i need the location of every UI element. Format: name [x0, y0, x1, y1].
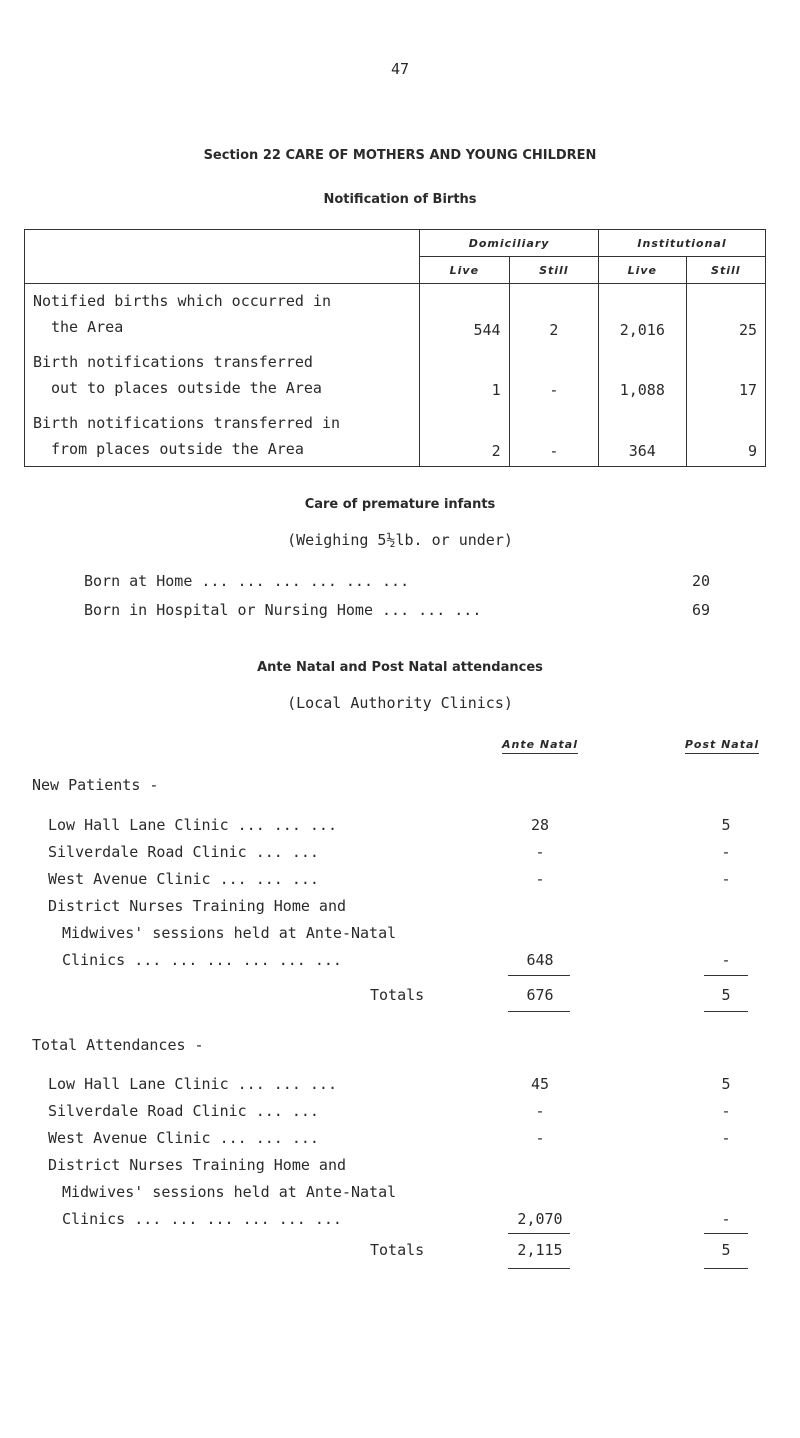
row-description: Birth notifications transferred out to places outside the Area [25, 345, 420, 406]
premature-row-label: Born in Hospital or Nursing Home ... ... ... [84, 601, 482, 619]
clinic-label: West Avenue Clinic ... ... ... [48, 1129, 319, 1147]
clinic-label: Clinics ... ... ... ... ... ... [62, 951, 342, 969]
col-header-ante-natal: Ante Natal [480, 738, 600, 751]
subtotal-rule [508, 1233, 570, 1234]
group-header-domiciliary: Domiciliary [420, 230, 599, 257]
premature-row-value: 69 [691, 601, 710, 619]
clinic-label: Low Hall Lane Clinic ... ... ... [48, 1075, 337, 1093]
table-corner-cell [25, 230, 420, 284]
subtotal-rule [508, 975, 570, 976]
ante-total: 676 [526, 986, 554, 1004]
premature-row-label: Born at Home ... ... ... ... ... ... [84, 572, 410, 590]
row-description: Notified births which occurred in the Area [25, 284, 420, 345]
total-rule [704, 1268, 748, 1269]
col-header-post-natal: Post Natal [662, 738, 782, 751]
total-attendances-heading: Total Attendances - [32, 1036, 204, 1054]
table-row [25, 405, 766, 466]
total-rule [704, 1011, 748, 1012]
ante-value: - [535, 843, 545, 861]
ante-value: - [535, 1102, 545, 1120]
page-number: 47 [390, 60, 410, 78]
post-value: 5 [721, 816, 731, 834]
cell-inst-still: 25 [686, 284, 765, 345]
group-header-institutional: Institutional [599, 230, 766, 257]
total-rule [508, 1011, 570, 1012]
clinic-label: Midwives' sessions held at Ante-Natal [62, 1183, 397, 1201]
premature-subtitle: (Weighing 5½lb. or under) [287, 531, 513, 549]
premature-row-value: 20 [691, 572, 710, 590]
cell-inst-still: 17 [686, 345, 765, 406]
cell-dom-live: 544 [420, 284, 509, 345]
section-title: Section 22 CARE OF MOTHERS AND YOUNG CHILDREN [203, 148, 597, 163]
sub-header-dom-live: Live [420, 257, 509, 284]
ante-value: - [535, 870, 545, 888]
clinic-label: Midwives' sessions held at Ante-Natal [62, 924, 397, 942]
cell-dom-still: 2 [509, 284, 598, 345]
post-value: - [721, 1102, 731, 1120]
clinic-label: Clinics ... ... ... ... ... ... [62, 1210, 342, 1228]
clinic-label: West Avenue Clinic ... ... ... [48, 870, 319, 888]
post-value: - [721, 951, 731, 969]
subtotal-rule [704, 1233, 748, 1234]
ante-value: 2,070 [517, 1210, 563, 1228]
attendances-subtitle: (Local Authority Clinics) [287, 694, 513, 712]
total-rule [508, 1268, 570, 1269]
notification-title: Notification of Births [323, 192, 477, 207]
cell-dom-live: 1 [420, 345, 509, 406]
sub-header-dom-still: Still [509, 257, 598, 284]
new-patients-heading: New Patients - [32, 776, 159, 794]
cell-inst-live: 1,088 [599, 345, 686, 406]
subtotal-rule [704, 975, 748, 976]
ante-value: 45 [530, 1075, 550, 1093]
cell-dom-still: - [509, 405, 598, 466]
notification-table [24, 229, 766, 467]
premature-title: Care of premature infants [304, 497, 496, 512]
post-total: 5 [721, 1241, 731, 1259]
ante-value: - [535, 1129, 545, 1147]
table-group-header-row [25, 230, 766, 257]
totals-label: Totals [370, 986, 425, 1004]
post-value: - [721, 843, 731, 861]
post-value: - [721, 1210, 731, 1228]
sub-header-inst-still: Still [686, 257, 765, 284]
clinic-label: District Nurses Training Home and [48, 897, 347, 915]
ante-total: 2,115 [517, 1241, 563, 1259]
post-value: - [721, 870, 731, 888]
row-description: Birth notifications transferred in from places outside the Area [25, 405, 420, 466]
ante-value: 28 [530, 816, 550, 834]
clinic-label: Low Hall Lane Clinic ... ... ... [48, 816, 337, 834]
cell-inst-still: 9 [686, 405, 765, 466]
post-value: - [721, 1129, 731, 1147]
ante-value: 648 [526, 951, 554, 969]
cell-inst-live: 2,016 [599, 284, 686, 345]
post-value: 5 [721, 1075, 731, 1093]
clinic-label: Silverdale Road Clinic ... ... [48, 843, 319, 861]
cell-dom-live: 2 [420, 405, 509, 466]
attendances-title: Ante Natal and Post Natal attendances [257, 660, 543, 675]
cell-inst-live: 364 [599, 405, 686, 466]
post-total: 5 [721, 986, 731, 1004]
totals-label: Totals [370, 1241, 425, 1259]
clinic-label: District Nurses Training Home and [48, 1156, 347, 1174]
clinic-label: Silverdale Road Clinic ... ... [48, 1102, 319, 1120]
sub-header-inst-live: Live [599, 257, 686, 284]
cell-dom-still: - [509, 345, 598, 406]
table-row [25, 345, 766, 406]
table-row [25, 284, 766, 345]
